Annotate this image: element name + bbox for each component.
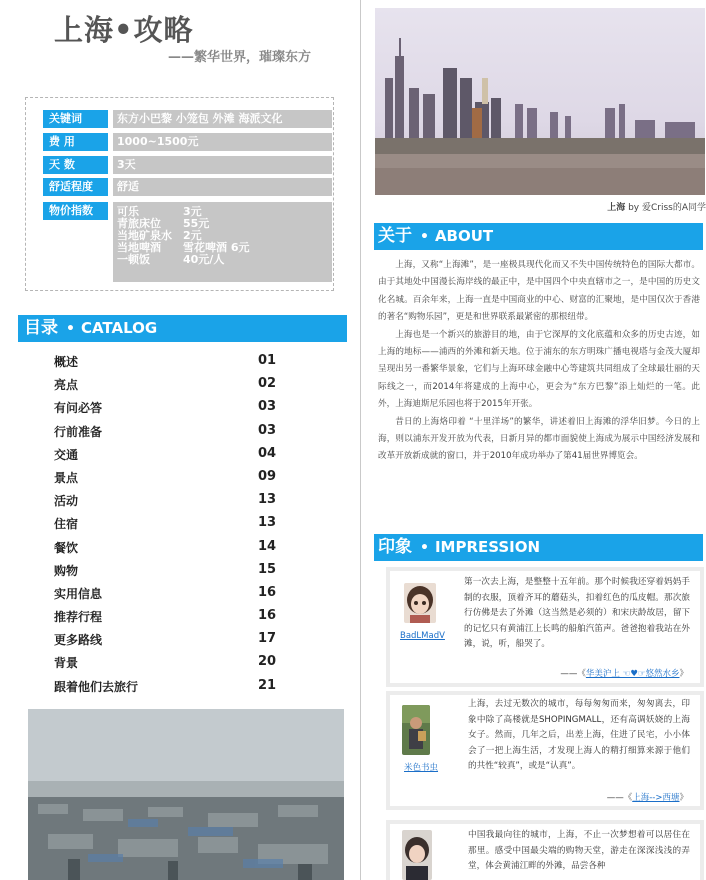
card-text: 上海，去过无数次的城市，每每匆匆而来，匆匆离去，印象中除了高楼就是SHOPINGMALL，还有高调妖娆的上海女子。然而，几年之后，出差上海，住进了民宅，小小体会了一把上海生活，才发现上海人的精打细算来源于他们的共性“较真”，或是“认真”。: [468, 699, 690, 771]
catalog-item-page: 21: [258, 677, 277, 693]
card-text: 中国我最向往的城市，上海，不止一次梦想着可以居住在那里。感受中国最尖端的购物天堂，游走在深深浅浅的弄堂，体会黄浦江畔的外滩，品尝各种: [468, 830, 690, 871]
catalog-item[interactable]: [54, 562, 284, 585]
card-text: 第一次去上海，是整整十五年前。那个时候我还穿着妈妈手制的衣服，顶着齐耳的蘑菇头，扣着红色的瓜皮帽。那次旅行仿佛是去了外滩（这当然是必须的）和宋庆龄故居，留下的记忆只有黄浦江上长鸣的船舶汽笛声。爸爸抱着我站在外滩，说，听，船哭了。: [464, 577, 690, 649]
catalog-item[interactable]: [54, 469, 284, 492]
info-value: 东方小巴黎 小笼包 外滩 海派文化: [113, 110, 332, 128]
catalog-item-title: 跟着他们去旅行: [54, 679, 139, 694]
catalog-item-title: 活动: [54, 494, 79, 509]
catalog-item-title: 背景: [54, 656, 79, 671]
card-source: ——《华美沪上 ☜♥☞悠然水乡》: [560, 669, 688, 679]
catalog-item-title: 购物: [54, 563, 79, 578]
source-link[interactable]: 上海-->西塘: [632, 793, 680, 803]
info-label: 舒适程度: [43, 178, 108, 196]
catalog-item[interactable]: [54, 539, 284, 562]
catalog-item-page: 13: [258, 492, 277, 508]
catalog-item-title: 有问必答: [54, 401, 103, 416]
catalog-list: [54, 353, 284, 701]
info-label: 关键词: [43, 110, 108, 128]
catalog-item-title: 景点: [54, 470, 79, 485]
username-link[interactable]: BadLMadV: [400, 631, 445, 641]
catalog-item-title: 推荐行程: [54, 610, 103, 625]
city-aerial-illustration: [28, 709, 344, 880]
catalog-item-page: 20: [258, 654, 277, 670]
catalog-item-title: 住宿: [54, 517, 79, 532]
price-item: 当地啤酒 雪花啤酒 6元: [117, 241, 250, 254]
catalog-item[interactable]: [54, 376, 284, 399]
skyline-photo: [375, 8, 705, 195]
source-link[interactable]: 华美沪上 ☜♥☞悠然水乡: [585, 669, 680, 679]
catalog-item[interactable]: [54, 585, 284, 608]
impression-heading: 印象 • IMPRESSION: [374, 534, 703, 561]
photo-credit: 上海 by 爱Criss的A同学: [607, 203, 706, 213]
info-box: [25, 97, 334, 291]
catalog-item-page: 09: [258, 468, 277, 484]
avatar: [404, 583, 436, 623]
page-title: 上海•攻略: [54, 13, 194, 47]
catalog-item-page: 03: [258, 399, 277, 415]
about-heading: 关于 • ABOUT: [374, 223, 703, 250]
info-label: 费 用: [43, 133, 108, 151]
catalog-item-title: 餐饮: [54, 540, 79, 555]
catalog-item-title: 概述: [54, 355, 79, 369]
price-list: [113, 202, 332, 282]
pudong-skyline-illustration: [375, 8, 705, 195]
catalog-item-page: 02: [258, 376, 277, 392]
impression-card: [386, 567, 704, 687]
catalog-item[interactable]: [54, 399, 284, 422]
catalog-item-page: 03: [258, 422, 277, 438]
catalog-item[interactable]: [54, 678, 284, 701]
catalog-item-page: 17: [258, 631, 277, 647]
catalog-item-page: 04: [258, 445, 277, 461]
column-divider: [360, 0, 361, 880]
username-link[interactable]: 米色书虫: [404, 763, 439, 773]
avatar: [402, 830, 432, 880]
price-item: 青旅床位 55元: [117, 217, 210, 230]
catalog-item-page: 15: [258, 561, 277, 577]
catalog-item[interactable]: [54, 492, 284, 515]
catalog-item[interactable]: [54, 515, 284, 538]
about-paragraph: 昔日的上海烙印着 “十里洋场”的繁华，讲述着旧上海滩的浮华旧梦。今日的上海，则以浦东开发开放为代表，日新月异的都市面貌使上海成为展示中国经济发展和改革开放新成就的窗口，并于2010年成功举办了第41届世界博览会。: [378, 416, 700, 462]
catalog-item[interactable]: [54, 423, 284, 446]
catalog-item-page: 01: [258, 353, 277, 368]
info-value: 3天: [113, 156, 332, 174]
catalog-heading: 目录 • CATALOG: [18, 315, 347, 342]
catalog-item[interactable]: [54, 608, 284, 631]
info-value: 舒适: [113, 178, 332, 196]
price-item: 可乐 3元: [117, 205, 202, 218]
catalog-item[interactable]: [54, 353, 284, 376]
price-item: 一顿饭 40元/人: [117, 253, 225, 266]
avatar: [402, 705, 430, 755]
city-aerial-photo: [28, 709, 344, 880]
catalog-item-title: 交通: [54, 447, 79, 462]
catalog-item-title: 亮点: [54, 378, 79, 393]
catalog-item-page: 14: [258, 538, 277, 554]
catalog-item-page: 16: [258, 608, 277, 624]
catalog-item-title: 行前准备: [54, 424, 103, 439]
info-value: 1000~1500元: [113, 133, 332, 151]
card-source: ——《上海-->西塘》: [606, 793, 688, 803]
price-item: 当地矿泉水 2元: [117, 229, 202, 242]
info-label: 天 数: [43, 156, 108, 174]
page-subtitle: ——繁华世界，璀璨东方: [168, 50, 312, 65]
about-paragraph: 上海，又称“上海滩”，是一座极具现代化而又不失中国传统特色的国际大都市。由于其地处中国漫长海岸线的最正中，是中国四个中央直辖市之一，是中国的历史文化名城。百余年来，上海一直是中国商业的中心、财富的汇聚地，是中国仅次于香港的著名“购物乐园”，更是和世界联系最紧密的那根纽带。: [378, 260, 700, 323]
catalog-item-page: 13: [258, 515, 277, 531]
catalog-item[interactable]: [54, 631, 284, 654]
catalog-item-title: 实用信息: [54, 586, 103, 601]
catalog-item-title: 更多路线: [54, 633, 103, 648]
catalog-item-page: 16: [258, 584, 277, 600]
impression-card: [386, 691, 704, 810]
catalog-item[interactable]: [54, 654, 284, 677]
impression-card: [386, 820, 704, 880]
catalog-item[interactable]: [54, 446, 284, 469]
about-text: [378, 257, 700, 466]
info-label: 物价指数: [43, 202, 108, 220]
about-paragraph: 上海也是一个新兴的旅游目的地，由于它深厚的文化底蕴和众多的历史古迹，如上海的地标——浦西的外滩和新天地。位于浦东的东方明珠广播电视塔与金茂大厦却呈现出另一番繁华景象，它们与上海环球金融中心等建筑共同组成了全球最壮丽的天际线之一，而2014年将建成的上海中心，更会为“东方巴黎”添上灿烂的一笔。此外，上海迪斯尼乐园也将于2015年开张。: [378, 329, 700, 410]
